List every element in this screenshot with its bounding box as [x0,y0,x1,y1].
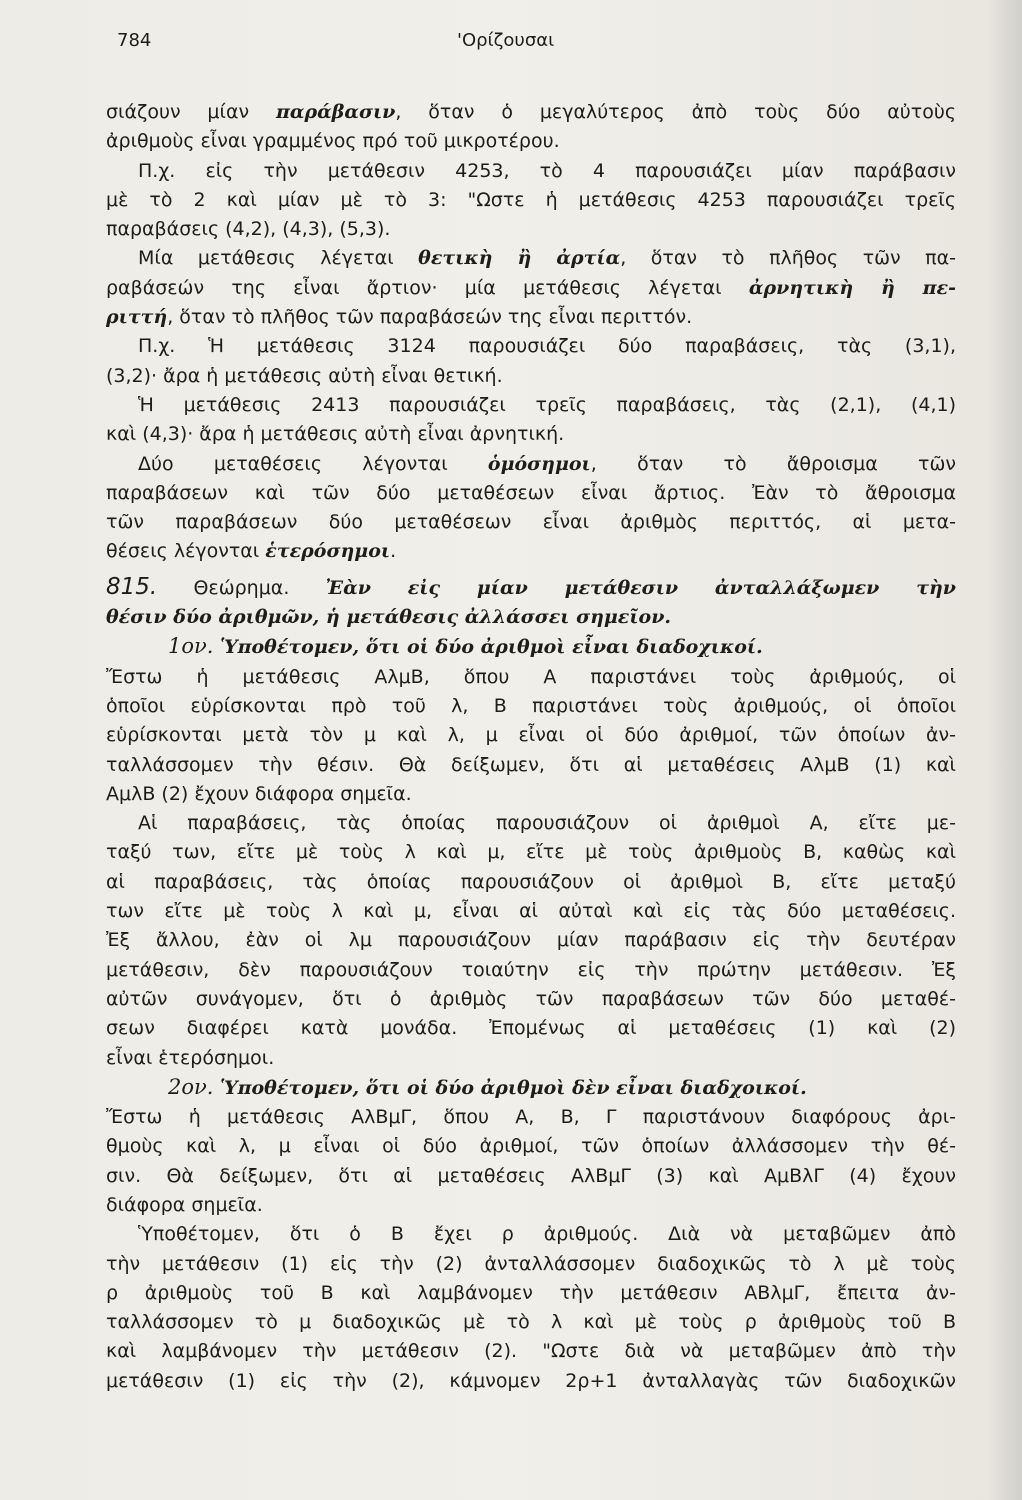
text-line: ραβάσεών της εἶναι ἄρτιον· μία μετάθεσις λέγεται ἀρνητικὴ ἢ πε- [106,276,956,299]
text-line: ἀριθμοὺς εἶναι γραμμένος πρό τοῦ μικροτέρου. [106,130,560,153]
text-line: ὁποῖοι εὑρίσκονται πρὸ τοῦ λ, Β παριστάνει τοὺς ἀριθμούς, οἱ ὁποῖοι [106,694,956,717]
text-line: καὶ λαμβάνομεν τὴν μετάθεσιν (2). "Ωστε διὰ νὰ μεταβῶμεν ἀπὸ τὴν [106,1340,956,1363]
case-number: 1ον. [168,634,214,659]
case-statement: Ὑποθέτομεν, ὅτι οἱ δύο ἀριθμοὶ εἶναι διαδοχικοί. [213,636,763,659]
text-line: σιν. Θὰ δείξωμεν, ὅτι αἱ μεταθέσεις ΑλΒμΓ (3) καὶ ΑμΒλΓ (4) ἔχουν [106,1164,956,1187]
text-line: ταλλάσσομεν τὴν θέσιν. Θὰ δείξωμεν, ὅτι αἱ μεταθέσεις ΑλμΒ (1) καὶ [106,753,956,776]
text-line: αὐτῶν συνάγομεν, ὅτι ὁ ἀριθμὸς τῶν παραβάσεων τῶν δύο μεταθέ- [106,987,956,1010]
theorem-statement-cont: θέσιν δύο ἀριθμῶν, ἡ μετάθεσις ἀλλάσσει σημεῖον. [106,606,672,629]
term-negative: ἀρνητικὴ ἢ πε- [748,276,956,299]
theorem-statement: Ἐὰν εἰς μίαν μετάθεσιν ἀνταλλάξωμεν τὴν [325,576,956,599]
theorem-number: 815. [106,573,158,600]
text-line: τῶν παραβάσεων δύο μεταθέσεων εἶναι ἀριθμὸς περιττός, αἱ μετα- [106,511,956,534]
text-line: Ἔστω ἡ μετάθεσις ΑλμΒ, ὅπου Α παριστάνει τοὺς ἀριθμούς, οἱ [106,665,956,688]
term-parabasis: παράβασιν [275,101,396,123]
text-line: σιάζουν μίαν παράβασιν, ὅταν ὁ μεγαλύτερος ἀπὸ τοὺς δύο αὐτοὺς [106,101,956,123]
text-line: ΑμλΒ (2) ἔχουν διάφορα σημεῖα. [106,782,412,805]
text-line: εὑρίσκονται μετὰ τὸν μ καὶ λ, μ εἶναι οἱ δύο ἀριθμοί, τῶν ὁποίων ἀν- [106,724,956,747]
text-line: καὶ (4,3)· ἄρα ἡ μετάθεσις αὐτὴ εἶναι ἀρνητική. [106,423,565,446]
text-line: Δύο μεταθέσεις λέγονται ὁμόσημοι, ὅταν τὸ ἄθροισμα τῶν [138,452,956,475]
text-line: παραβάσεις (4,2), (4,3), (5,3). [106,218,391,241]
text-line: μετάθεσιν, δὲν παρουσιάζουν τοιαύτην εἰς τὴν πρώτην μετάθεσιν. Ἐξ [106,958,956,981]
text-line: αἱ παραβάσεις, τὰς ὁποίας παρουσιάζουν οἱ ἀριθμοὶ Β, εἴτε μεταξύ [106,870,956,893]
term-homosemous: ὁμόσημοι [487,452,591,475]
page-gutter-shadow [986,0,1022,1500]
text-line: Ὑποθέτομεν, ὅτι ὁ Β ἔχει ρ ἀριθμούς. Διὰ νὰ μεταβῶμεν ἀπὸ [138,1223,956,1246]
text-line: ρ ἀριθμοὺς τοῦ Β καὶ λαμβάνομεν τὴν μετάθεσιν ΑΒλμΓ, ἔπειτα ἀν- [106,1281,956,1304]
text-line: ριττή, ὅταν τὸ πλῆθος τῶν παραβάσεών της εἶναι περιττόν. [106,306,693,329]
text-line: εἶναι ἑτερόσημοι. [106,1046,275,1069]
text-line: Π.χ. Ἡ μετάθεσις 3124 παρουσιάζει δύο παραβάσεις, τὰς (3,1), [138,335,956,358]
case-heading [106,632,956,662]
text-line: μὲ τὸ 2 καὶ μίαν μὲ τὸ 3: "Ωστε ἡ μετάθεσις 4253 παρουσιάζει τρεῖς [106,188,956,211]
term-positive: θετικὴ ἢ ἀρτία [418,247,621,270]
text-line: ταξύ των, εἴτε μὲ τοὺς λ καὶ μ, εἴτε μὲ τοὺς ἀριθμοὺς Β, καθὼς καὶ [106,841,956,864]
page-number: 784 [117,30,152,51]
text-line [106,603,956,632]
text-line: μετάθεσιν (1) εἰς τὴν (2), κάμνομεν 2ρ+1 ἀνταλλαγὰς τῶν διαδοχικῶν [106,1369,956,1392]
case-number: 2ον. [168,1074,214,1099]
text-line: Ἔστω ἡ μετάθεσις ΑλΒμΓ, ὅπου Α, Β, Γ παριστάνουν διαφόρους ἀρι- [106,1106,956,1129]
text-line: των εἴτε μὲ τοὺς λ καὶ μ, εἶναι αἱ αὐταὶ καὶ εἰς τὰς δύο μεταθέσεις. [106,900,956,923]
text-line: θμοὺς καὶ λ, μ εἶναι οἱ δύο ἀριθμοί, τῶν ὁποίων ἀλλάσσομεν τὴν θέ- [106,1135,956,1158]
term-heterosemous: ἑτερόσημοι [265,540,391,563]
text-line: Μία μετάθεσις λέγεται θετικὴ ἢ ἀρτία, ὅταν τὸ πλῆθος τῶν πα- [138,247,956,270]
page-body [106,98,956,1396]
text-line: Αἱ παραβάσεις, τὰς ὁποίας παρουσιάζουν οἱ ἀριθμοὶ Α, εἴτε με- [138,812,956,835]
text-line: θέσεις λέγονται ἑτερόσημοι. [106,540,397,563]
text-line: Ἡ μετάθεσις 2413 παρουσιάζει τρεῖς παραβάσεις, τὰς (2,1), (4,1) [138,393,956,416]
theorem-heading: 815. Θεώρημα. Ἐὰν εἰς μίαν μετάθεσιν ἀνταλλάξωμεν τὴν [106,573,956,600]
text-line: Π.χ. εἰς τὴν μετάθεσιν 4253, τὸ 4 παρουσιάζει μίαν παράβασιν [138,159,956,182]
text-line: Ἐξ ἄλλου, ἐὰν οἱ λμ παρουσιάζουν μίαν παράβασιν εἰς τὴν δευτέραν [106,929,956,952]
text-line: τὴν μετάθεσιν (1) εἰς τὴν (2) ἀνταλλάσσομεν διαδοχικῶς τὸ λ μὲ τοὺς [106,1252,956,1275]
text-line: σεων διαφέρει κατὰ μονάδα. Ἐπομένως αἱ μεταθέσεις (1) καὶ (2) [106,1017,956,1040]
text-line: παραβάσεων καὶ τῶν δύο μεταθέσεων εἶναι ἄρτιος. Ἐὰν τὸ ἄθροισμα [106,481,956,504]
text-line: ταλλάσσομεν τὸ μ διαδοχικῶς μὲ τὸ λ καὶ μὲ τοὺς ρ ἀριθμοὺς τοῦ Β [106,1311,956,1334]
case-heading [106,1073,956,1103]
text-line: (3,2)· ἄρα ἡ μετάθεσις αὐτὴ εἶναι θετική. [106,364,503,387]
case-statement: Ὑποθέτομεν, ὅτι οἱ δύο ἀριθμοὶ δὲν εἶναι διαδχοικοί. [213,1076,807,1099]
text-line: διάφορα σημεῖα. [106,1193,263,1216]
page-header [117,30,947,60]
running-title: 'Ορίζουσαι [457,30,555,51]
term-negative-cont: ριττή [106,306,168,329]
